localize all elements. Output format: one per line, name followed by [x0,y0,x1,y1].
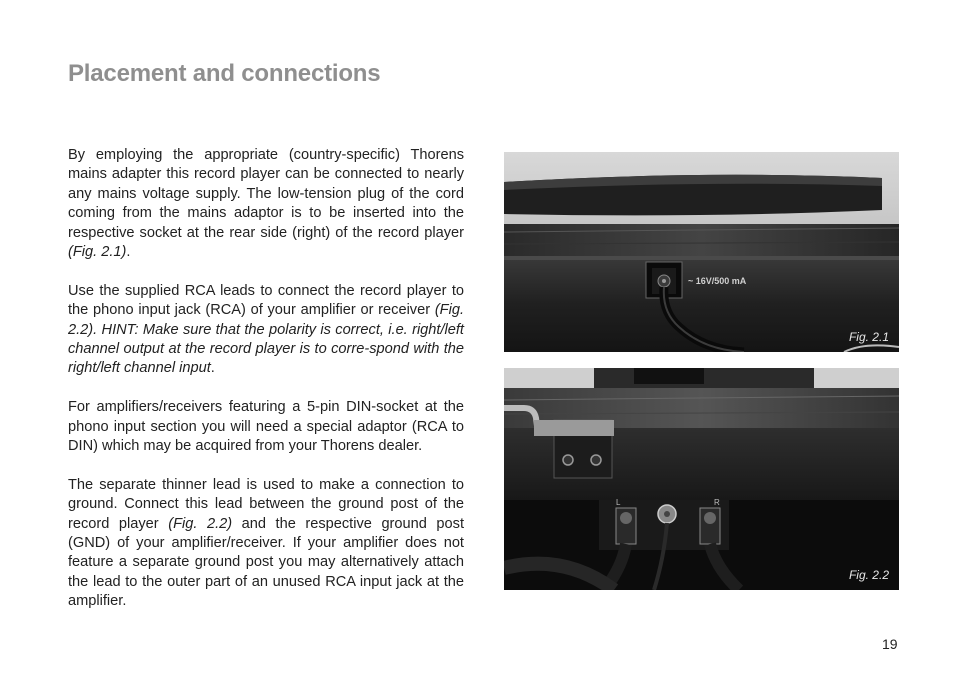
figure-reference: (Fig. 2.1) [68,244,127,261]
figure-reference: (Fig. 2.2) [68,302,464,338]
paragraph-end: . [126,244,131,261]
paragraph-end: . [210,360,215,377]
socket-label: ~ 16V/500 mA [688,276,747,286]
paragraph-text: By employing the appropriate (country-specific) Thorens mains adapter this record player can be connected to nearly any mains voltage supply. The low-tension plug of the cord coming from the mains adaptor is to be inserted into the respective socket at the rear side (right) of the record player [68,147,464,241]
figure-2-2-photo [504,368,899,590]
paragraph-text-cont: and the respective ground post (GND) of your amplifier/receiver. If your amplifier does not feature a separate ground post you may alternatively attach the lead to the outer part of an unused RCA input jack at the amplifier. [68,515,465,610]
figure-caption: Fig. 2.1 [848,330,889,344]
figure-reference: (Fig. 2.2) [168,515,233,532]
paragraph-text: Use the supplied RCA leads to connect the record player to the phono input jack (RCA) of your amplifier or receiver [68,282,464,319]
page-number: 19 [882,636,898,652]
right-channel-label: R [714,498,720,507]
figure-2-1-photo [504,152,899,352]
figure-caption: Fig. 2.2 [848,568,889,582]
paragraph-din-adaptor: For amplifiers/receivers featuring a 5-pin DIN-socket at the phono input section you will need a special adaptor (RCA to DIN) which may be acquired from your Thorens dealer. [68,399,464,455]
rca-ground-connection-image [504,368,899,590]
turntable-rear-socket-image [504,152,899,352]
paragraph-text: The separate thinner lead is used to make a connection to ground. Connect this lead between the ground post of the record player [68,476,464,532]
hint-text: . HINT: Make sure that the polarity is correct, i.e. right/left channel output at the record player is to corre-spond with the right/left channel input [68,321,464,377]
paragraph-mains-adapter [68,146,464,262]
body-text-column [68,146,464,612]
left-channel-label: L [616,498,621,507]
paragraph-rca-leads [68,282,464,379]
page-title: Placement and connections [68,60,381,87]
paragraph-ground-lead [68,476,464,612]
